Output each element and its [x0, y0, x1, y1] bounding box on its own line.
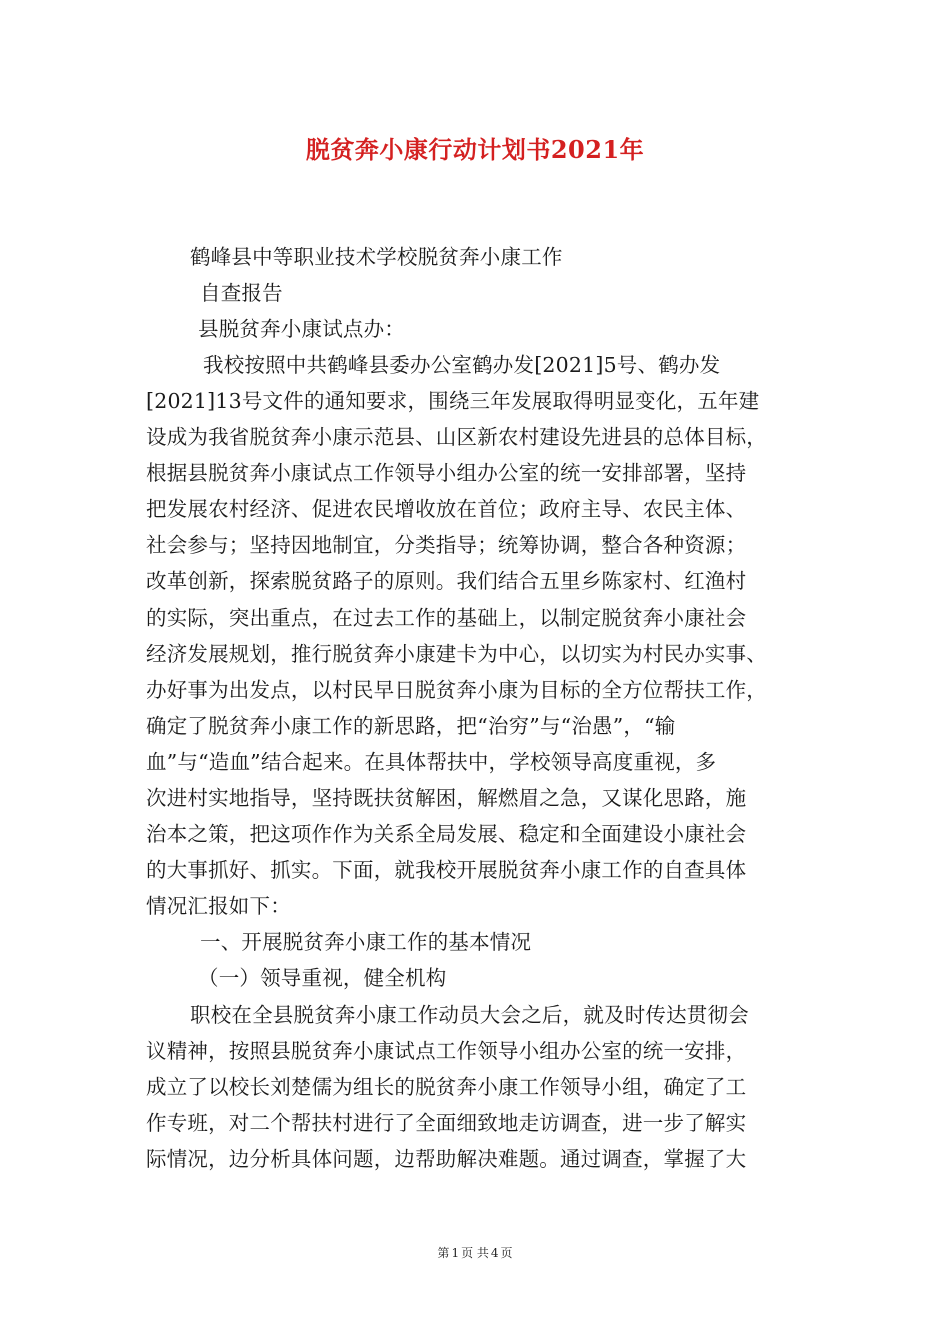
text-line: 次进村实地指导，坚持既扶贫解困，解燃眉之急，又谋化思路，施: [146, 786, 747, 810]
footer-total-pages: 4: [490, 1246, 499, 1260]
text-line: 经济发展规划，推行脱贫奔小康建卡为中心，以切实为村民办实事、: [146, 642, 767, 666]
page-footer: [0, 1245, 950, 1261]
text-line: 的大事抓好、抓实。下面，就我校开展脱贫奔小康工作的自查具体: [146, 858, 747, 882]
text-line: 议精神，按照县脱贫奔小康试点工作领导小组办公室的统一安排，: [146, 1039, 747, 1063]
text-line: 县脱贫奔小康试点办：: [198, 317, 405, 341]
text-line: 成立了以校长刘楚儒为组长的脱贫奔小康工作领导小组，确定了工: [146, 1075, 747, 1099]
text-line: 作专班，对二个帮扶村进行了全面细致地走访调查，进一步了解实: [146, 1111, 747, 1135]
footer-suffix: 页: [500, 1246, 513, 1260]
text-line: 把发展农村经济、促进农民增收放在首位；政府主导、农民主体、: [146, 497, 747, 521]
text-line: 改革创新，探索脱贫路子的原则。我们结合五里乡陈家村、红渔村: [146, 569, 747, 593]
text-line: 根据县脱贫奔小康试点工作领导小组办公室的统一安排部署，坚持: [146, 461, 747, 485]
text-line: [2021]13号文件的通知要求，围绕三年发展取得明显变化，五年建: [146, 389, 760, 413]
text-line: 的实际，突出重点，在过去工作的基础上，以制定脱贫奔小康社会: [146, 606, 747, 630]
text-line: 际情况，边分析具体问题，边帮助解决难题。通过调查，掌握了大: [146, 1147, 747, 1171]
footer-middle: 页 共: [461, 1246, 489, 1260]
text-line: 情况汇报如下：: [146, 894, 291, 918]
text-line: 自查报告: [200, 281, 283, 305]
text-line: 鹤峰县中等职业技术学校脱贫奔小康工作: [190, 245, 563, 269]
text-line: 确定了脱贫奔小康工作的新思路，把“治穷”与“治愚”，“输: [146, 714, 676, 738]
text-line: 职校在全县脱贫奔小康工作动员大会之后，就及时传达贯彻会: [190, 1003, 749, 1027]
section-heading: 一、开展脱贫奔小康工作的基本情况: [200, 930, 532, 954]
text-line: 血”与“造血”结合起来。在具体帮扶中，学校领导高度重视，多: [146, 750, 717, 774]
document-title: 脱贫奔小康行动计划书2021年: [305, 135, 645, 164]
footer-prefix: 第: [437, 1246, 450, 1260]
subsection-heading: （一）领导重视，健全机构: [198, 966, 447, 990]
text-line: 治本之策，把这项作作为关系全局发展、稳定和全面建设小康社会: [146, 822, 747, 846]
text-line: 办好事为出发点，以村民早日脱贫奔小康为目标的全方位帮扶工作，: [146, 678, 767, 702]
text-line: 我校按照中共鹤峰县委办公室鹤办发[2021]5号、鹤办发: [203, 353, 721, 377]
footer-current-page: 1: [451, 1246, 460, 1260]
text-line: 设成为我省脱贫奔小康示范县、山区新农村建设先进县的总体目标，: [146, 425, 767, 449]
text-line: 社会参与；坚持因地制宜，分类指导；统筹协调，整合各种资源；: [146, 533, 747, 557]
